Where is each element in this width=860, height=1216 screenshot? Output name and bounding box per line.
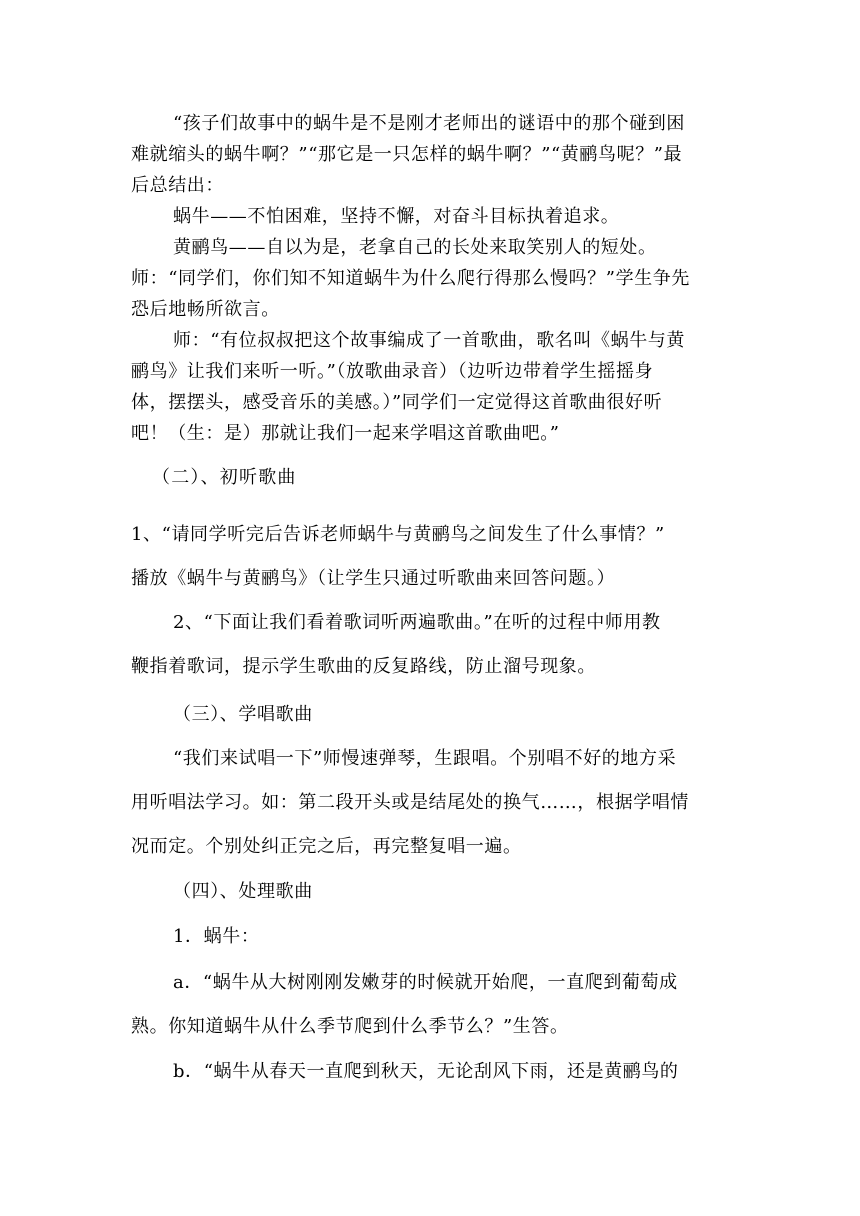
paragraph-snail-summary: 蜗牛——不怕困难，坚持不懈，对奋斗目标执着追求。 bbox=[173, 206, 620, 227]
paragraph-8-line-2: 用听唱法学习。如：第二段开头或是结尾处的换气……，根据学唱情 bbox=[131, 792, 689, 813]
item-a-line-1: a．“蜗牛从大树刚刚发嫩芽的时候就开始爬，一直爬到葡萄成 bbox=[173, 972, 678, 993]
list-item-snail: 1．蜗牛： bbox=[173, 926, 260, 947]
paragraph-4-line-1: 师：“同学们，你们知不知道蜗牛为什么爬行得那么慢吗？”学生争先 bbox=[131, 268, 691, 289]
paragraph-5-line-4: 吧！（生：是）那就让我们一起来学唱这首歌曲吧。” bbox=[131, 423, 560, 444]
section-heading-2: （二）、初听歌曲 bbox=[152, 467, 297, 488]
paragraph-8-line-1: “我们来试唱一下”师慢速弹琴，生跟唱。个别唱不好的地方采 bbox=[173, 748, 677, 769]
paragraph-6-line-2: 播放《蜗牛与黄鹂鸟》（让学生只通过听歌曲来回答问题。） bbox=[131, 568, 616, 589]
paragraph-1-line-3: 后总结出： bbox=[131, 175, 224, 196]
item-b-line-1: b．“蜗牛从春天一直爬到秋天，无论刮风下雨，还是黄鹂鸟的 bbox=[173, 1061, 679, 1082]
paragraph-4-line-2: 恐后地畅所欲言。 bbox=[131, 299, 280, 320]
paragraph-1-line-1: “孩子们故事中的蜗牛是不是刚才老师出的谜语中的那个碰到困 bbox=[173, 113, 685, 134]
paragraph-oriole-summary: 黄鹂鸟——自以为是，老拿自己的长处来取笑别人的短处。 bbox=[173, 237, 657, 258]
paragraph-1-line-2: 难就缩头的蜗牛啊？”“那它是一只怎样的蜗牛啊？”“黄鹂鸟呢？”最 bbox=[131, 144, 683, 165]
paragraph-5-line-1: 师：“有位叔叔把这个故事编成了一首歌曲，歌名叫《蜗牛与黄 bbox=[173, 330, 685, 351]
section-heading-4: （四）、处理歌曲 bbox=[173, 881, 313, 902]
paragraph-8-line-3: 况而定。个别处纠正完之后，再完整复唱一遍。 bbox=[131, 836, 522, 857]
paragraph-7-line-2: 鞭指着歌词，提示学生歌曲的反复路线，防止溜号现象。 bbox=[131, 656, 596, 677]
paragraph-5-line-2: 鹂鸟》让我们来听一听。”（放歌曲录音）（边听边带着学生摇摇身 bbox=[131, 361, 654, 382]
item-a-line-2: 熟。你知道蜗牛从什么季节爬到什么季节么？”生答。 bbox=[131, 1016, 569, 1037]
paragraph-7-line-1: 2、“下面让我们看着歌词听两遍歌曲。”在听的过程中师用教 bbox=[173, 612, 661, 633]
paragraph-5-line-3: 体，摆摆头，感受音乐的美感。）”同学们一定觉得这首歌曲很好听 bbox=[131, 392, 663, 413]
section-heading-3: （三）、学唱歌曲 bbox=[173, 704, 313, 725]
paragraph-6-line-1: 1、“请同学听完后告诉老师蜗牛与黄鹂鸟之间发生了什么事情？” bbox=[131, 524, 665, 545]
